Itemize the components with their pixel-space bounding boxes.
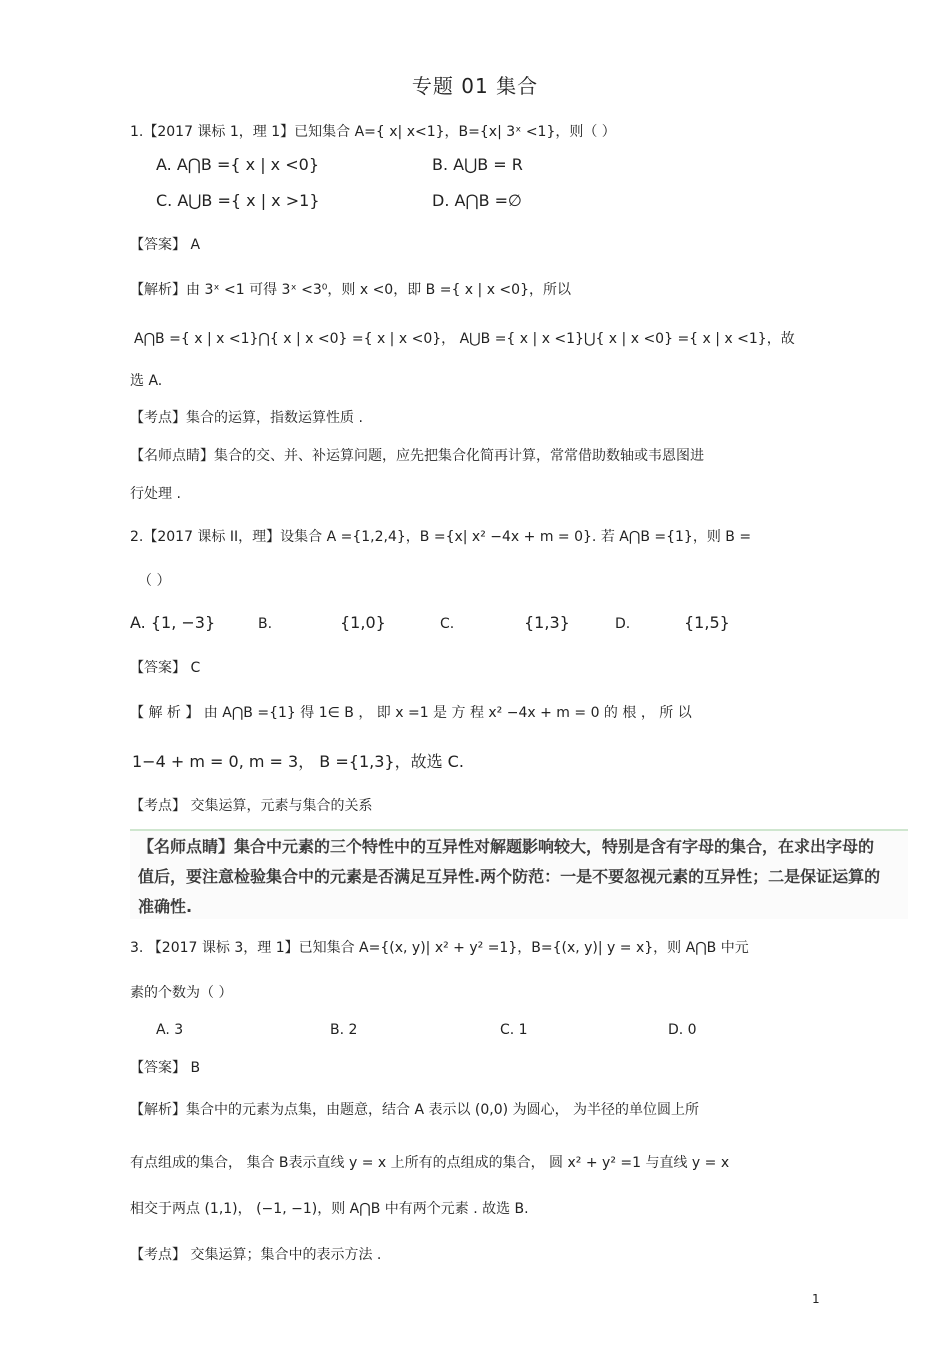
q2-tip-highlight	[130, 829, 908, 919]
q2-option-a: A. {1, −3}	[130, 613, 216, 632]
q1-answer: 【答案】 A	[130, 237, 201, 253]
q3-stem: 3. 【2017 课标 3，理 1】已知集合 A={(x, y)| x² + y² =1}，B={(x, y)| y = x}，则 A⋂B 中元	[130, 940, 749, 956]
q3-option-a: A. 3	[156, 1022, 184, 1038]
q2-point: 【考点】 交集运算，元素与集合的关系	[130, 798, 373, 814]
q2-option-c-letter: C.	[440, 616, 455, 632]
q3-analysis-line1: 【解析】集合中的元素为点集，由题意，结合 A 表示以 (0,0) 为圆心， 为半径的单位圆上所	[130, 1102, 700, 1118]
q2-tip-line3: 准确性.	[138, 897, 193, 916]
page-title: 专题 01 集合	[411, 74, 539, 98]
q1-stem: 1.【2017 课标 1，理 1】已知集合 A={ x| x<1}，B={x| 3ˣ <1}，则（ ）	[130, 124, 616, 140]
q3-option-b: B. 2	[330, 1022, 358, 1038]
page-number: 1	[812, 1292, 820, 1306]
q3-point: 【考点】 交集运算；集合中的表示方法 .	[130, 1247, 382, 1263]
q2-analysis-line1: 【 解 析 】 由 A⋂B ={1} 得 1∈ B ， 即 x =1 是 方 程 x² −4x + m = 0 的 根 ， 所 以	[130, 705, 692, 721]
q2-analysis-line2: 1−4 + m = 0, m = 3， B ={1,3}，故选 C.	[132, 752, 464, 771]
q1-option-d: D. A⋂B =∅	[432, 191, 522, 210]
q1-analysis-line3: 选 A.	[130, 373, 163, 389]
q2-tip-line1: 【名师点睛】集合中元素的三个特性中的互异性对解题影响较大，特别是含有字母的集合，在求出字母的	[138, 837, 875, 856]
q1-analysis-line2: A⋂B ={ x | x <1}⋂{ x | x <0} ={ x | x <0}， A⋃B ={ x | x <1}⋃{ x | x <0} ={ x | x <1}，故	[134, 331, 795, 347]
q1-analysis-line1: 【解析】由 3ˣ <1 可得 3ˣ <3⁰，则 x <0，即 B ={ x | x <0}，所以	[130, 282, 571, 298]
q3-answer: 【答案】 B	[130, 1060, 201, 1076]
q2-option-d-letter: D.	[615, 616, 631, 632]
q3-option-d: D. 0	[668, 1022, 697, 1038]
q1-option-c: C. A⋃B ={ x | x >1}	[156, 191, 320, 210]
q2-paren: （ ）	[138, 573, 171, 589]
q2-option-b-letter: B.	[258, 616, 273, 632]
q1-tip-line2: 行处理 .	[130, 486, 181, 502]
q3-option-c: C. 1	[500, 1022, 528, 1038]
q3-stem-line2: 素的个数为（ ）	[130, 985, 233, 1001]
q2-tip-line2: 值后，要注意检验集合中的元素是否满足互异性.两个防范：一是不要忽视元素的互异性；二是保证运算的	[138, 867, 881, 886]
q2-answer: 【答案】 C	[130, 660, 201, 676]
q3-analysis-line2: 有点组成的集合， 集合 B表示直线 y = x 上所有的点组成的集合， 圆 x² + y² =1 与直线 y = x	[130, 1155, 730, 1171]
q1-tip-line1: 【名师点睛】集合的交、并、补运算问题，应先把集合化简再计算，常常借助数轴或韦恩图进	[130, 448, 704, 464]
q2-option-b-value: {1,0}	[340, 613, 386, 632]
q2-stem: 2.【2017 课标 II，理】设集合 A ={1,2,4}，B ={x| x² −4x + m = 0}. 若 A⋂B ={1}，则 B =	[130, 529, 752, 545]
q1-option-a: A. A⋂B ={ x | x <0}	[156, 155, 319, 174]
q1-option-b: B. A⋃B = R	[432, 155, 523, 174]
q1-point: 【考点】集合的运算，指数运算性质 .	[130, 410, 363, 426]
q2-option-c-value: {1,3}	[524, 613, 570, 632]
q2-option-d-value: {1,5}	[684, 613, 730, 632]
q3-analysis-line3: 相交于两点 (1,1)， (−1, −1)，则 A⋂B 中有两个元素 . 故选 B.	[130, 1201, 529, 1217]
